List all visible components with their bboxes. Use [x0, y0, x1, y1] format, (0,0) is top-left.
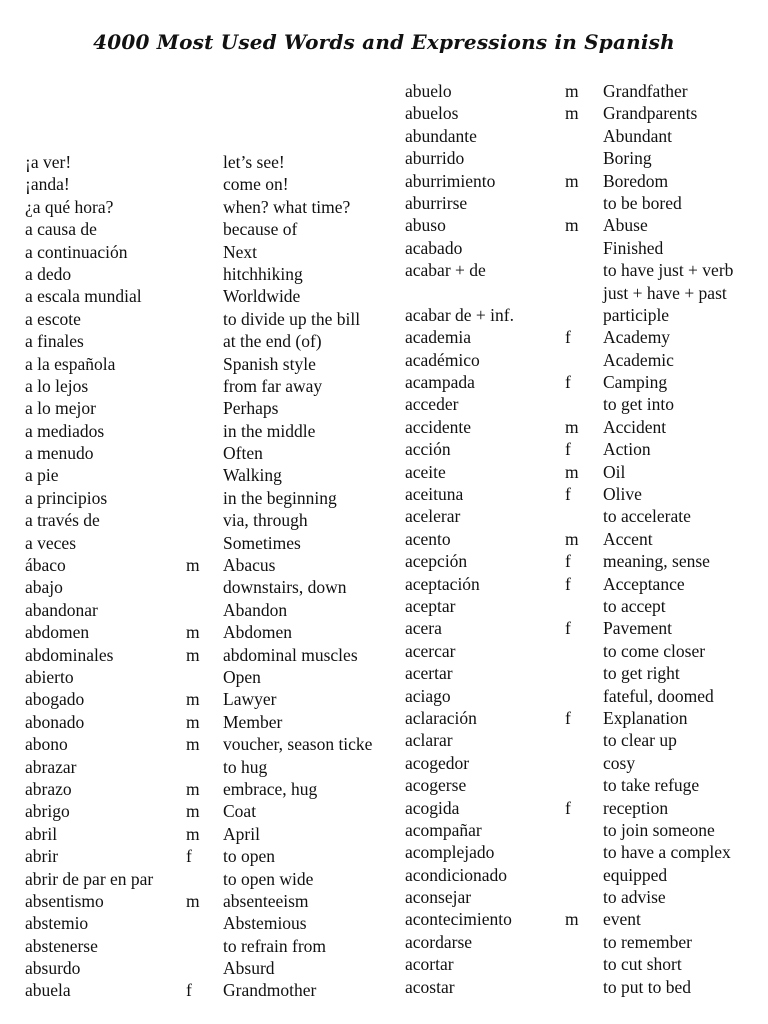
word-entry-row [25, 285, 400, 307]
english-translation: Grandfather [603, 81, 688, 101]
english-translation: Worldwide [223, 286, 301, 307]
gender-marker: m [565, 170, 579, 191]
spanish-term: a través de [25, 510, 100, 531]
spanish-term: abstenerse [25, 935, 98, 956]
english-translation: in the middle [223, 420, 316, 441]
gender-marker: f [186, 846, 192, 867]
spanish-term: acortar [405, 954, 454, 975]
word-entry-row [25, 823, 400, 845]
word-entry-row [25, 711, 400, 733]
gender-marker: f [565, 372, 571, 393]
word-entry-row [25, 241, 400, 263]
word-entry-row [405, 505, 765, 527]
gender-marker: f [565, 618, 571, 639]
word-entry-row [405, 102, 765, 124]
spanish-term: a menudo [25, 443, 94, 464]
word-entry-row [25, 576, 400, 598]
english-translation: via, through [223, 510, 308, 531]
english-translation: to open wide [223, 868, 314, 889]
word-entry-row [25, 912, 400, 934]
spanish-term: acera [405, 618, 442, 639]
gender-marker: m [186, 823, 200, 844]
word-entry-row [25, 487, 400, 509]
spanish-term: academia [405, 327, 472, 348]
word-entry-row [25, 218, 400, 240]
spanish-term: abdominales [25, 644, 114, 665]
english-translation: Perhaps [223, 398, 279, 419]
gender-marker: f [565, 573, 571, 594]
english-translation: to be bored [603, 192, 682, 213]
word-entry-row [25, 599, 400, 621]
gender-marker: m [186, 644, 200, 665]
word-entry-row [405, 864, 765, 886]
english-translation: Grandmother [223, 980, 317, 1001]
spanish-term: a continuación [25, 241, 128, 262]
word-entry-row [25, 688, 400, 710]
english-translation: abdominal muscles [223, 644, 358, 665]
english-translation: Often [223, 443, 263, 464]
gender-marker: f [565, 327, 571, 348]
english-translation: downstairs, down [223, 577, 347, 598]
english-translation: Acceptance [603, 573, 685, 594]
spanish-term: abundante [405, 125, 477, 146]
gender-marker: m [565, 215, 579, 236]
english-translation: event [603, 909, 641, 930]
gender-marker: f [186, 980, 192, 1001]
word-entry-row [405, 595, 765, 617]
english-translation: Lawyer [223, 689, 277, 710]
english-translation: cosy [603, 752, 636, 773]
spanish-term: abierto [25, 666, 74, 687]
gender-marker: m [186, 778, 200, 799]
word-entry-row [405, 908, 765, 930]
word-entry-row [25, 756, 400, 778]
spanish-term: abogado [25, 689, 85, 710]
word-entry-row [405, 550, 765, 572]
english-translation: voucher, season ticke [223, 734, 373, 755]
word-entry-row [405, 214, 765, 236]
spanish-term: acomplejado [405, 842, 495, 863]
gender-marker: m [565, 909, 579, 930]
spanish-term: abuso [405, 215, 446, 236]
english-translation: Abuse [603, 215, 648, 236]
spanish-term: a la española [25, 353, 116, 374]
spanish-term: acabar + de [405, 260, 486, 281]
english-translation: Boredom [603, 170, 669, 191]
word-entry-row [405, 729, 765, 751]
english-translation: Sometimes [223, 532, 301, 553]
spanish-term: abril [25, 823, 58, 844]
word-entry-row [25, 845, 400, 867]
english-translation: Abdomen [223, 622, 293, 643]
spanish-term: acompañar [405, 819, 482, 840]
spanish-term: a causa de [25, 219, 97, 240]
spanish-term: ¡anda! [25, 174, 70, 195]
gender-marker: m [565, 528, 579, 549]
word-entry-row [405, 953, 765, 975]
word-entry-row [405, 326, 765, 348]
spanish-term: accidente [405, 416, 472, 437]
english-translation: Academy [603, 327, 671, 348]
spanish-term: acampada [405, 372, 475, 393]
spanish-term: abdomen [25, 622, 90, 643]
english-translation: Accent [603, 528, 653, 549]
word-entry-row [405, 573, 765, 595]
spanish-term: académico [405, 349, 480, 370]
word-entry-row [25, 979, 400, 1001]
english-translation: to accept [603, 596, 666, 616]
word-entry-row [25, 397, 400, 419]
spanish-term: aconsejar [405, 887, 472, 908]
spanish-term: aceptación [405, 573, 480, 594]
spanish-term: acogerse [405, 775, 467, 796]
spanish-term: a mediados [25, 420, 105, 441]
word-entry-row [25, 868, 400, 890]
english-translation: Coat [223, 801, 257, 822]
spanish-term: aclaración [405, 707, 477, 728]
spanish-term: abuelos [405, 103, 459, 124]
word-entry-row [405, 170, 765, 192]
english-translation: to divide up the bill [223, 308, 361, 329]
word-entry-row [405, 617, 765, 639]
spanish-term: abrir de par en par [25, 868, 154, 889]
english-translation: Pavement [603, 618, 673, 639]
spanish-term: a dedo [25, 263, 72, 284]
spanish-term: aburrido [405, 148, 465, 169]
gender-marker: m [565, 81, 579, 101]
spanish-term: ¿a qué hora? [25, 196, 114, 217]
spanish-term: acabar de + inf. [405, 304, 514, 325]
english-translation: in the beginning [223, 487, 337, 508]
spanish-term: abstemio [25, 913, 89, 934]
word-entry-row [405, 393, 765, 415]
spanish-term: a lo lejos [25, 375, 89, 396]
spanish-term: aburrirse [405, 192, 468, 213]
gender-marker: m [186, 734, 200, 755]
spanish-term: abrazar [25, 756, 77, 777]
gender-marker: f [565, 707, 571, 728]
english-translation: to remember [603, 931, 692, 952]
spanish-term: acción [405, 439, 451, 460]
english-translation: meaning, sense [603, 551, 710, 572]
word-entry-row [405, 752, 765, 774]
word-entry-row [405, 461, 765, 483]
word-entry-row [405, 147, 765, 169]
english-translation: when? what time? [223, 196, 351, 217]
spanish-term: abajo [25, 577, 63, 598]
spanish-term: acelerar [405, 506, 461, 527]
english-translation: to get into [603, 394, 674, 415]
word-entry-row [25, 173, 400, 195]
word-entry-row [25, 509, 400, 531]
english-translation: Camping [603, 372, 668, 393]
english-translation [603, 282, 727, 327]
right-column [405, 80, 765, 998]
english-translation: from far away [223, 375, 323, 396]
word-entry-row [405, 797, 765, 819]
gender-marker: m [565, 461, 579, 482]
english-translation: to open [223, 846, 276, 867]
word-entry-row [405, 886, 765, 908]
word-entry-row [25, 151, 400, 173]
word-entry-row [405, 685, 765, 707]
word-entry-row [25, 263, 400, 285]
gender-marker: f [565, 439, 571, 460]
spanish-term: a veces [25, 532, 77, 553]
english-translation: Finished [603, 237, 664, 258]
spanish-term: a principios [25, 487, 108, 508]
english-translation: absenteeism [223, 890, 309, 911]
word-entry-row [25, 778, 400, 800]
spanish-term: abrigo [25, 801, 70, 822]
spanish-term: acondicionado [405, 864, 508, 885]
english-translation: to hug [223, 756, 268, 777]
word-entry-row [405, 259, 765, 281]
spanish-term: acordarse [405, 931, 473, 952]
english-translation: Olive [603, 484, 642, 505]
gender-marker: f [565, 797, 571, 818]
english-translation: to clear up [603, 730, 677, 751]
spanish-term: aceituna [405, 484, 464, 505]
spanish-term: absentismo [25, 890, 104, 911]
word-entry-row [405, 931, 765, 953]
word-entry-row [405, 80, 765, 102]
spanish-term: aburrimiento [405, 170, 496, 191]
word-entry-row [405, 371, 765, 393]
spanish-term: aceptar [405, 596, 456, 616]
word-entry-row [25, 957, 400, 979]
english-translation-line: participle [603, 304, 670, 325]
spanish-term: absurdo [25, 958, 81, 979]
english-translation: Explanation [603, 707, 688, 728]
spanish-term: ¡a ver! [25, 152, 72, 172]
english-translation: to get right [603, 663, 680, 684]
spanish-term: a pie [25, 465, 59, 486]
word-entry-row [25, 532, 400, 554]
english-translation: to put to bed [603, 976, 691, 997]
word-entry-row [25, 644, 400, 666]
spanish-term: acento [405, 528, 451, 549]
word-entry-row [25, 554, 400, 576]
english-translation: to cut short [603, 954, 682, 975]
word-entry-row [25, 420, 400, 442]
english-translation: Oil [603, 461, 626, 482]
spanish-term: aceite [405, 461, 446, 482]
word-entry-row [405, 125, 765, 147]
word-entry-row [25, 890, 400, 912]
gender-marker: f [565, 484, 571, 505]
english-translation: to refrain from [223, 935, 327, 956]
english-translation: let’s see! [223, 152, 285, 172]
spanish-term: aciago [405, 685, 451, 706]
word-entry-row [405, 841, 765, 863]
word-entry-row [405, 819, 765, 841]
spanish-term: abuela [25, 980, 71, 1001]
spanish-term: a escote [25, 308, 81, 329]
spanish-term: abrir [25, 846, 59, 867]
gender-marker: f [565, 551, 571, 572]
english-translation: Academic [603, 349, 674, 370]
english-translation: to take refuge [603, 775, 700, 796]
word-entry-row [405, 528, 765, 550]
word-entry-row [405, 640, 765, 662]
word-entry-row [25, 733, 400, 755]
spanish-term: a finales [25, 331, 84, 352]
english-translation: to have just + verb [603, 260, 734, 281]
word-entry-row [405, 237, 765, 259]
word-entry-row [405, 976, 765, 998]
english-translation: hitchhiking [223, 263, 303, 284]
english-translation: Abundant [603, 125, 673, 146]
spanish-term: acogida [405, 797, 460, 818]
word-entry-row [25, 442, 400, 464]
word-entry-row [405, 438, 765, 460]
word-entry-row [25, 308, 400, 330]
spanish-term: ábaco [25, 555, 66, 576]
english-translation: Boring [603, 148, 652, 169]
word-entry-row [25, 666, 400, 688]
gender-marker: m [186, 711, 200, 732]
english-translation: April [223, 823, 260, 844]
word-entry-row [405, 774, 765, 796]
english-translation-line: just + have + past [603, 282, 727, 303]
gender-marker: m [186, 890, 200, 911]
english-translation: to accelerate [603, 506, 691, 527]
word-entry-row [405, 416, 765, 438]
word-entry-row [405, 282, 765, 327]
spanish-term: a escala mundial [25, 286, 142, 307]
word-entry-row [25, 375, 400, 397]
english-translation: Abacus [223, 555, 276, 576]
gender-marker: m [186, 622, 200, 643]
gender-marker: m [186, 689, 200, 710]
gender-marker: m [186, 555, 200, 576]
word-entry-row [25, 935, 400, 957]
word-entry-row [25, 464, 400, 486]
spanish-term: acepción [405, 551, 468, 572]
word-entry-row [25, 330, 400, 352]
spanish-term: acontecimiento [405, 909, 512, 930]
english-translation: Abstemious [223, 913, 307, 934]
english-translation: Next [223, 241, 258, 262]
english-translation: at the end (of) [223, 331, 322, 352]
word-entry-row [25, 621, 400, 643]
english-translation: to advise [603, 887, 666, 908]
english-translation: to come closer [603, 640, 706, 661]
spanish-term: abonado [25, 711, 85, 732]
english-translation: Member [223, 711, 283, 732]
spanish-term: acertar [405, 663, 453, 684]
english-translation: Walking [223, 465, 282, 486]
word-entry-row [405, 662, 765, 684]
word-entry-row [405, 192, 765, 214]
english-translation: Absurd [223, 958, 275, 979]
english-translation: embrace, hug [223, 778, 318, 799]
spanish-term: abandonar [25, 599, 98, 620]
english-translation: Accident [603, 416, 667, 437]
english-translation: reception [603, 797, 669, 818]
english-translation: to have a complex [603, 842, 731, 863]
word-entry-row [25, 196, 400, 218]
english-translation: Abandon [223, 599, 288, 620]
gender-marker: m [186, 801, 200, 822]
word-entry-row [405, 483, 765, 505]
english-translation: Grandparents [603, 103, 698, 124]
word-entry-row [405, 707, 765, 729]
gender-marker: m [565, 103, 579, 124]
page-title: 4000 Most Used Words and Expressions in Spanish [93, 30, 675, 54]
spanish-term: a lo mejor [25, 398, 96, 419]
english-translation: fateful, doomed [603, 685, 714, 706]
word-entry-row [405, 349, 765, 371]
spanish-term: abono [25, 734, 68, 755]
spanish-term: acabado [405, 237, 463, 258]
english-translation: Action [603, 439, 651, 460]
english-translation: Open [223, 666, 261, 687]
spanish-term: acostar [405, 976, 455, 997]
english-translation: because of [223, 219, 298, 240]
spanish-term: abrazo [25, 778, 72, 799]
word-entry-row [25, 800, 400, 822]
spanish-term: aclarar [405, 730, 453, 751]
left-column [25, 151, 400, 1002]
spanish-term: abuelo [405, 81, 452, 101]
english-translation: Spanish style [223, 353, 316, 374]
spanish-term: acercar [405, 640, 456, 661]
spanish-term: acogedor [405, 752, 470, 773]
spanish-term: acceder [405, 394, 459, 415]
english-translation: equipped [603, 864, 668, 885]
word-entry-row [25, 353, 400, 375]
english-translation: to join someone [603, 819, 715, 840]
gender-marker: m [565, 416, 579, 437]
english-translation: come on! [223, 174, 289, 195]
